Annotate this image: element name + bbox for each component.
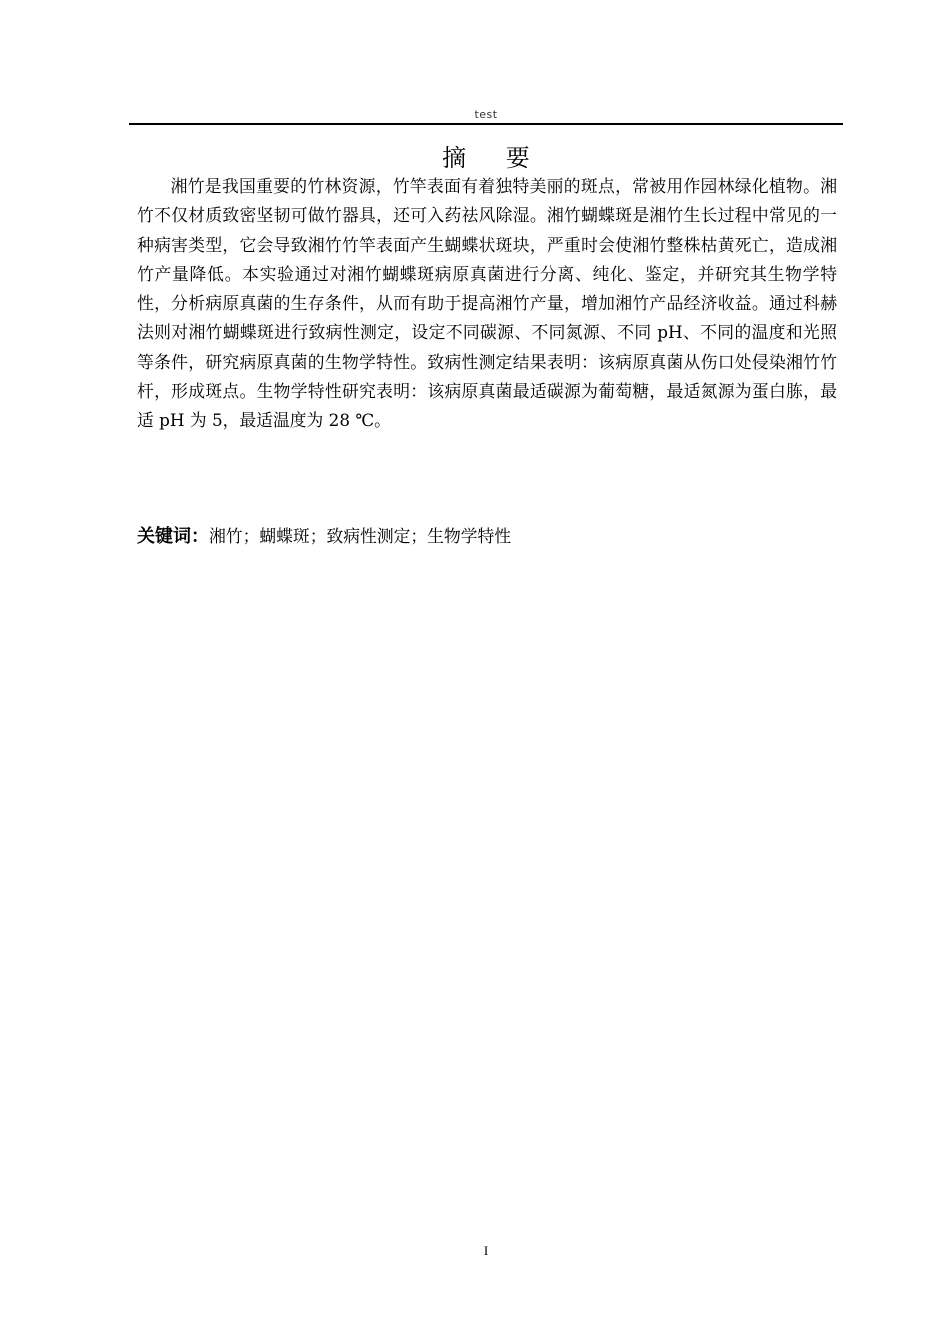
keywords-label: 关键词： [137,526,209,547]
keywords-value: 湘竹；蝴蝶斑；致病性测定；生物学特性 [209,526,512,546]
abstract-body: 湘竹是我国重要的竹林资源，竹竿表面有着独特美丽的斑点，常被用作园林绿化植物。湘竹不仅材质致密坚韧可做竹器具，还可入药祛风除湿。湘竹蝴蝶斑是湘竹生长过程中常见的一种病害类型，它会导致湘竹竹竿表面产生蝴蝶状斑块，严重时会使湘竹整株枯黄死亡，造成湘竹产量降低。本实验通过对湘竹蝴蝶斑病原真菌进行分离、纯化、鉴定，并研究其生物学特性，分析病原真菌的生存条件，从而有助于提高湘竹产量，增加湘竹产品经济收益。通过科赫法则对湘竹蝴蝶斑进行致病性测定，设定不同碳源、不同氮源、不同 pH、不同的温度和光照等条件，研究病原真菌的生物学特性。致病性测定结果表明：该病原真菌从伤口处侵染湘竹竹杆，形成斑点。生物学特性研究表明：该病原真菌最适碳源为葡萄糖，最适氮源为蛋白胨，最适 pH 为 5，最适温度为 28 ℃。 [137,176,837,431]
header-rule [129,123,843,125]
keywords-line [137,522,837,551]
abstract-title: 摘 要 [442,144,546,172]
page-number: I [483,1243,489,1258]
running-header: test [474,108,498,121]
